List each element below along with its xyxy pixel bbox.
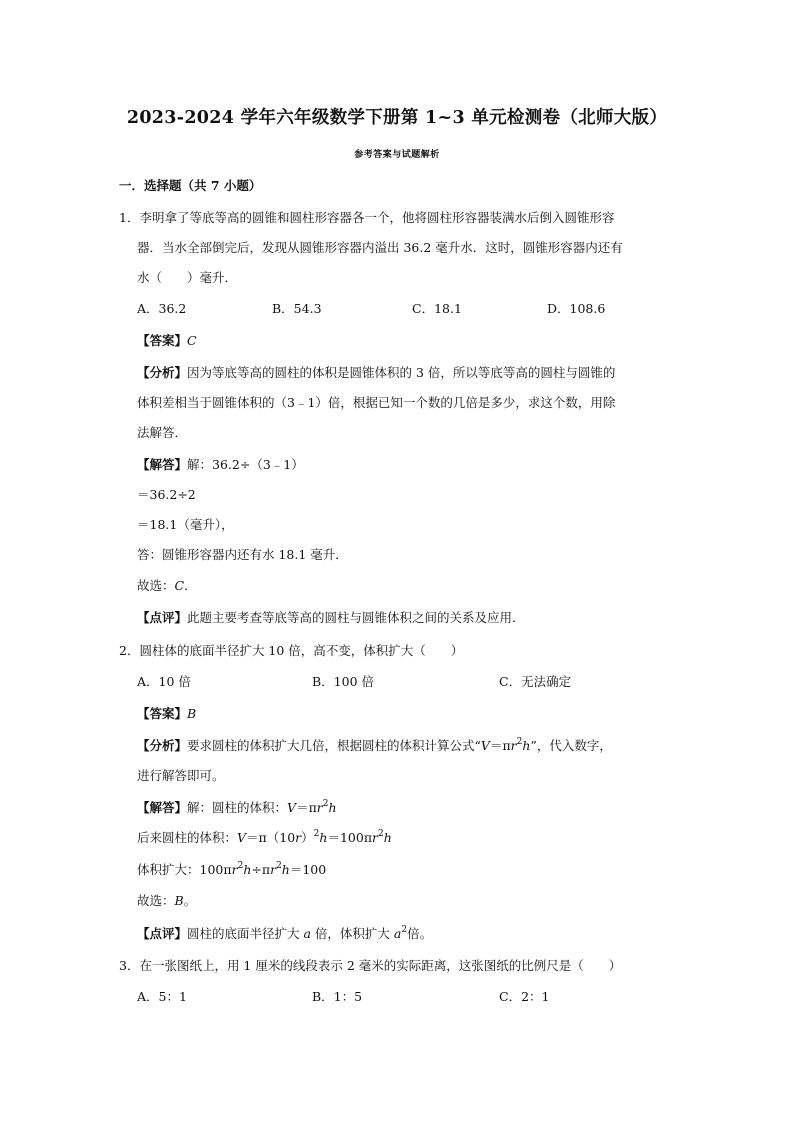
comment-tag: 【点评】 — [137, 926, 188, 941]
solution-tag: 【解答】 — [137, 800, 188, 815]
choice-value: C — [174, 578, 185, 593]
q1-option-b: B．54.3 — [272, 301, 322, 316]
comment-variable: a — [303, 926, 311, 941]
analysis-text-end: ”，代入数字， — [530, 738, 612, 753]
q1-analysis-line1 — [137, 363, 615, 383]
q2-answer — [137, 704, 196, 724]
q1-option-c: C．18.1 — [412, 301, 462, 316]
solution-text: 解：圆柱的体积： — [187, 800, 288, 815]
q2-option-c: C．无法确定 — [499, 674, 572, 689]
q1-solution-line3: ＝18.1（毫升）， — [137, 517, 234, 532]
q3-option-a: A．5：1 — [137, 989, 187, 1004]
q1-analysis-line2: 体积差相当于圆锥体积的（3﹣1）倍，根据已知一个数的几倍是多少，求这个数，用除 — [137, 395, 616, 410]
q3-option-c: C．2：1 — [499, 989, 550, 1004]
choice-suffix: 。 — [183, 893, 197, 908]
choice-prefix: 故选： — [137, 893, 175, 908]
solution-text: 解：36.2÷（3﹣1） — [187, 457, 304, 472]
q3-option-b: B．1：5 — [312, 989, 363, 1004]
q1-solution-line4: 答：圆锥形容器内还有水 18.1 毫升． — [137, 547, 348, 562]
comment-text: 此题主要考查等底等高的圆柱与圆锥体积之间的关系及应用． — [187, 610, 525, 625]
analysis-tag: 【分析】 — [137, 365, 188, 380]
analysis-text: 因为等底等高的圆柱的体积是圆锥体积的 3 倍，所以等底等高的圆柱与圆锥的 — [187, 365, 616, 380]
q2-option-a: A．10 倍 — [137, 674, 191, 689]
formula-original-volume: $V=\pi r^2h$ — [287, 799, 337, 815]
q1-option-d: D．108.6 — [547, 301, 606, 316]
q2-analysis-line2: 进行解答即可。 — [137, 768, 225, 783]
q1-choice — [137, 576, 197, 596]
choice-value: B — [174, 893, 184, 908]
q1-stem-line3: 水（ ）毫升． — [137, 270, 238, 285]
solution-text: 体积扩大： — [137, 862, 200, 877]
answer-value: B — [187, 706, 197, 721]
volume-formula: $V=\pi r^2h$ — [480, 737, 531, 753]
q1-answer — [137, 331, 197, 351]
q2-comment — [137, 924, 432, 944]
solution-text: 后来圆柱的体积： — [137, 830, 238, 845]
comment-text: 倍，体积扩大 — [310, 926, 394, 941]
comment-exponent: 2 — [401, 925, 408, 935]
solution-tag: 【解答】 — [137, 457, 188, 472]
answer-tag: 【答案】 — [137, 333, 188, 348]
q3-stem-line1: 3．在一张图纸上，用 1 厘米的线段表示 2 毫米的实际距离，这张图纸的比例尺是（ ） — [119, 958, 622, 973]
q1-solution-line2: ＝36.2÷2 — [137, 487, 196, 502]
page-subtitle: 参考答案与试题解析 — [354, 150, 440, 160]
choice-prefix: 故选： — [137, 578, 175, 593]
q2-analysis-line1 — [137, 736, 612, 756]
q1-comment — [137, 608, 525, 628]
comment-variable: a — [393, 926, 402, 941]
comment-text: 圆柱的底面半径扩大 — [187, 926, 304, 941]
q2-stem-line1: 2．圆柱体的底面半径扩大 10 倍，高不变，体积扩大（ ） — [119, 643, 464, 658]
q2-solution-line1 — [137, 798, 337, 818]
comment-text: 倍。 — [407, 926, 433, 941]
formula-new-volume: $V=\pi(10r)^2h=100\pi r^2h$ — [237, 829, 392, 845]
analysis-text: 要求圆柱的体积扩大几倍，根据圆柱的体积计算公式“ — [187, 738, 481, 753]
q1-stem-line2: 器．当水全部倒完后，发现从圆锥形容器内溢出 36.2 毫升水．这时，圆锥形容器内还有 — [137, 240, 623, 255]
q1-option-a: A．36.2 — [137, 301, 187, 316]
analysis-tag: 【分析】 — [137, 738, 188, 753]
answer-tag: 【答案】 — [137, 706, 188, 721]
q1-analysis-line3: 法解答． — [137, 425, 188, 440]
q2-solution-line3 — [137, 860, 326, 880]
q2-option-b: B．100 倍 — [312, 674, 375, 689]
section-heading: 一．选择题（共 7 小题） — [119, 178, 262, 193]
q1-solution-line1 — [137, 455, 304, 475]
comment-tag: 【点评】 — [137, 610, 188, 625]
formula-ratio: $100\pi r^2h\div\pi r^2h=100$ — [199, 861, 327, 877]
q1-stem-line1: 1．李明拿了等底等高的圆锥和圆柱形容器各一个，他将圆柱形容器装满水后倒入圆锥形容 — [119, 210, 615, 225]
choice-suffix: ． — [184, 578, 197, 593]
page-title: 2023-2024 学年六年级数学下册第 1~3 单元检测卷（北师大版） — [126, 108, 668, 128]
q2-solution-line2 — [137, 828, 392, 848]
q2-choice — [137, 891, 196, 911]
answer-value: C — [187, 333, 197, 348]
